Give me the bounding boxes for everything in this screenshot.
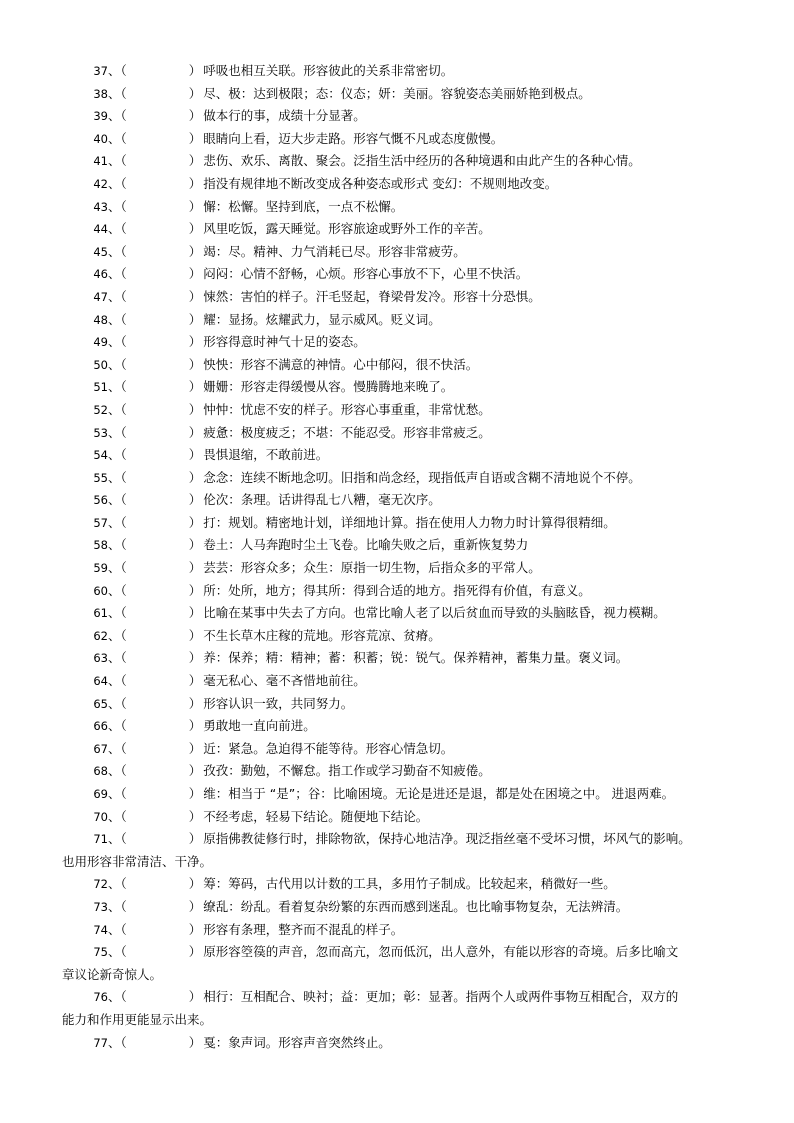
question-item	[62, 444, 748, 467]
question-number: 59	[93, 561, 108, 576]
closing-paren: ）	[188, 695, 202, 711]
closing-paren: ）	[188, 627, 202, 643]
closing-paren: ）	[188, 989, 202, 1005]
question-item	[62, 399, 748, 422]
closing-paren: ）	[188, 650, 202, 666]
number-separator: 、（	[108, 311, 127, 327]
closing-paren: ）	[188, 334, 202, 350]
question-item	[62, 196, 748, 219]
closing-paren: ）	[188, 288, 202, 304]
number-separator: 、（	[108, 85, 127, 101]
question-number: 47	[93, 289, 108, 304]
number-separator: 、（	[108, 266, 127, 282]
definition-text: 形容有条理，整齐而不混乱的样子。	[203, 921, 404, 937]
definition-text: 勇敢地一直向前进。	[203, 718, 316, 734]
closing-paren: ）	[188, 673, 202, 689]
question-item	[62, 738, 748, 761]
closing-paren: ）	[188, 221, 202, 237]
question-item	[62, 873, 748, 896]
question-item	[62, 241, 748, 264]
question-item	[62, 354, 748, 377]
question-number: 40	[93, 131, 108, 146]
definition-text: 所：处所，地方；得其所：得到合适的地方。指死得有价值，有意义。	[203, 582, 591, 598]
question-number: 69	[93, 787, 108, 801]
number-separator: 、（	[108, 356, 127, 372]
definition-text: 竭：尽。精神、力气消耗已尽。形容非常疲劳。	[203, 243, 466, 259]
number-separator: 、（	[108, 695, 127, 711]
closing-paren: ）	[188, 582, 202, 598]
closing-paren: ）	[188, 356, 202, 372]
definition-text: 悲伤、欢乐、离散、聚会。泛指生活中经历的各种境遇和由此产生的各种心情。	[203, 153, 641, 169]
question-number: 77	[93, 1035, 108, 1050]
question-item	[62, 806, 748, 829]
number-separator: 、（	[108, 447, 127, 463]
question-number: 42	[93, 176, 108, 191]
number-separator: 、（	[108, 582, 127, 598]
document-body	[62, 60, 748, 1054]
question-number: 41	[93, 154, 108, 169]
number-separator: 、（	[108, 130, 127, 146]
number-separator: 、（	[108, 221, 127, 237]
question-number: 62	[93, 628, 108, 643]
definition-text: 悚然：害怕的样子。汗毛竖起，脊梁骨发冷。形容十分恐惧。	[203, 288, 541, 304]
question-number: 64	[93, 674, 108, 689]
question-number: 75	[93, 945, 108, 960]
definition-text: 念念：连续不断地念叨。旧指和尚念经，现指低声自语或含糊不清地说个不停。	[203, 469, 641, 485]
number-separator: 、（	[108, 469, 127, 485]
question-number: 44	[93, 222, 108, 237]
question-item	[62, 263, 748, 286]
question-item	[62, 467, 748, 490]
definition-text: 原指佛教徒修行时，排除物欲，保持心地洁净。现泛指丝毫不受坏习惯，坏风气的影响。	[203, 831, 691, 847]
number-separator: 、（	[108, 898, 127, 914]
definition-text: 毫无私心、毫不吝惜地前往。	[203, 673, 366, 689]
definition-text: 维：相当于 “是”；谷：比喻困境。无论是进还是退，都是处在困境之中。 进退两难。	[203, 786, 675, 801]
question-number: 43	[93, 199, 108, 214]
closing-paren: ）	[188, 876, 202, 892]
question-item	[62, 1032, 748, 1055]
closing-paren: ）	[188, 85, 202, 101]
number-separator: 、（	[108, 605, 127, 621]
number-separator: 、（	[108, 989, 127, 1005]
closing-paren: ）	[188, 379, 202, 395]
definition-continuation: 章议论新奇惊人。	[62, 966, 163, 982]
closing-paren: ）	[188, 537, 202, 553]
closing-paren: ）	[188, 175, 202, 191]
question-item	[62, 105, 748, 128]
closing-paren: ）	[188, 63, 202, 78]
question-item	[62, 693, 748, 716]
question-number: 51	[93, 380, 108, 395]
definition-text: 懈：松懈。坚持到底，一点不松懈。	[203, 198, 404, 214]
definition-text: 缭乱：纷乱。看着复杂纷繁的东西而感到迷乱。也比喻事物复杂，无法辨清。	[203, 898, 629, 914]
number-separator: 、（	[108, 718, 127, 734]
definition-text: 相行：互相配合、映衬；益：更加；彰：显著。指两个人或两件事物互相配合，双方的	[203, 989, 679, 1005]
definition-text: 伦次：条理。话讲得乱七八糟，毫无次序。	[203, 492, 441, 508]
question-number: 38	[93, 86, 108, 101]
question-number: 68	[93, 764, 108, 779]
number-separator: 、（	[108, 808, 127, 824]
closing-paren: ）	[188, 763, 202, 779]
closing-paren: ）	[188, 401, 202, 417]
definition-text: 比喻在某事中失去了方向。也常比喻人老了以后贫血而导致的头脑眩昏，视力模糊。	[203, 605, 666, 621]
number-separator: 、（	[108, 876, 127, 892]
number-separator: 、（	[108, 243, 127, 259]
number-separator: 、（	[108, 401, 127, 417]
closing-paren: ）	[188, 718, 202, 734]
closing-paren: ）	[188, 921, 202, 937]
question-item	[62, 557, 748, 580]
question-number: 61	[93, 606, 108, 621]
question-number: 52	[93, 402, 108, 417]
question-item	[62, 422, 748, 445]
question-number: 60	[93, 583, 108, 598]
closing-paren: ）	[188, 831, 202, 847]
closing-paren: ）	[188, 424, 202, 440]
closing-paren: ）	[188, 130, 202, 146]
definition-text: 不经考虑，轻易下结论。随便地下结论。	[203, 808, 429, 824]
question-item	[62, 83, 748, 106]
question-number: 50	[93, 357, 108, 372]
question-item	[62, 534, 748, 557]
closing-paren: ）	[188, 898, 202, 914]
definition-text: 孜孜：勤勉，不懈怠。指工作或学习勤奋不知疲倦。	[203, 763, 491, 779]
closing-paren: ）	[188, 1034, 202, 1050]
number-separator: 、（	[108, 537, 127, 553]
number-separator: 、（	[108, 786, 127, 801]
definition-text: 指没有规律地不断改变成各种姿态或形式 变幻：不规则地改变。	[203, 175, 558, 191]
question-item	[62, 580, 748, 603]
number-separator: 、（	[108, 288, 127, 304]
question-number: 55	[93, 470, 108, 485]
closing-paren: ）	[188, 605, 202, 621]
question-number: 58	[93, 538, 108, 553]
closing-paren: ）	[188, 786, 202, 801]
question-number: 37	[93, 64, 108, 78]
question-number: 71	[93, 832, 108, 847]
closing-paren: ）	[188, 469, 202, 485]
question-number: 74	[93, 922, 108, 937]
question-number: 56	[93, 493, 108, 508]
question-item	[62, 489, 748, 512]
question-item	[62, 760, 748, 783]
definition-text: 姗姗：形容走得缓慢从容。慢腾腾地来晚了。	[203, 379, 454, 395]
closing-paren: ）	[188, 740, 202, 756]
number-separator: 、（	[108, 492, 127, 508]
number-separator: 、（	[108, 153, 127, 169]
question-item	[62, 173, 748, 196]
definition-continuation: 能力和作用更能显示出来。	[62, 1011, 213, 1027]
closing-paren: ）	[188, 243, 202, 259]
question-number: 57	[93, 515, 108, 530]
definition-text: 眼睛向上看，迈大步走路。形容气慨不凡或态度傲慢。	[203, 130, 504, 146]
definition-text: 怏怏：形容不满意的神情。心中郁闷，很不快活。	[203, 356, 479, 372]
number-separator: 、（	[108, 944, 127, 960]
definition-text: 芸芸：形容众多；众生：原指一切生物，后指众多的平常人。	[203, 560, 541, 576]
number-separator: 、（	[108, 514, 127, 530]
question-item	[62, 647, 748, 670]
closing-paren: ）	[188, 492, 202, 508]
closing-paren: ）	[188, 808, 202, 824]
closing-paren: ）	[188, 108, 202, 124]
question-item	[62, 602, 748, 625]
definition-text: 疲惫：极度疲乏；不堪：不能忍受。形容非常疲乏。	[203, 424, 491, 440]
question-item	[62, 60, 748, 83]
definition-text: 耀：显扬。炫耀武力，显示威风。贬义词。	[203, 311, 441, 327]
definition-text: 做本行的事，成绩十分显著。	[203, 108, 366, 124]
question-item	[62, 150, 748, 173]
question-item	[62, 986, 748, 1009]
definition-text: 打：规划。精密地计划，详细地计算。指在使用人力物力时计算得很精细。	[203, 514, 616, 530]
question-number: 65	[93, 696, 108, 711]
number-separator: 、（	[108, 673, 127, 689]
closing-paren: ）	[188, 198, 202, 214]
definition-text: 畏惧退缩，不敢前进。	[203, 447, 329, 463]
number-separator: 、（	[108, 650, 127, 666]
definition-text: 筹：筹码，古代用以计数的工具，多用竹子制成。比较起来，稍微好一些。	[203, 876, 616, 892]
question-number: 76	[93, 990, 108, 1005]
number-separator: 、（	[108, 740, 127, 756]
definition-text: 原形容箜篌的声音，忽而高亢，忽而低沉，出人意外，有能以形容的奇境。后多比喻文	[203, 944, 679, 960]
question-number: 48	[93, 312, 108, 327]
closing-paren: ）	[188, 447, 202, 463]
question-number: 45	[93, 244, 108, 259]
closing-paren: ）	[188, 311, 202, 327]
definition-text: 呼吸也相互关联。形容彼此的关系非常密切。	[203, 63, 454, 78]
question-item	[62, 309, 748, 332]
question-item	[62, 919, 748, 942]
number-separator: 、（	[108, 334, 127, 350]
question-item	[62, 670, 748, 693]
definition-text: 风里吃饭，露天睡觉。形容旅途或野外工作的辛苦。	[203, 221, 491, 237]
question-item	[62, 941, 748, 964]
definition-text: 卷土：人马奔跑时尘土飞卷。比喻失败之后，重新恢复势力	[203, 537, 529, 553]
definition-text: 忡忡：忧虑不安的样子。形容心事重重，非常忧愁。	[203, 401, 491, 417]
definition-text: 尽、极：达到极限；态：仪态；妍：美丽。容貌姿态美丽娇艳到极点。	[203, 85, 591, 101]
question-item	[62, 218, 748, 241]
closing-paren: ）	[188, 514, 202, 530]
question-number: 66	[93, 719, 108, 734]
question-number: 46	[93, 267, 108, 282]
question-item	[62, 286, 748, 309]
number-separator: 、（	[108, 560, 127, 576]
question-number: 54	[93, 448, 108, 463]
number-separator: 、（	[108, 63, 127, 78]
question-number: 53	[93, 425, 108, 440]
question-item	[62, 783, 748, 806]
definition-text: 近：紧急。急迫得不能等待。形容心情急切。	[203, 740, 454, 756]
question-item	[62, 896, 748, 919]
number-separator: 、（	[108, 108, 127, 124]
number-separator: 、（	[108, 763, 127, 779]
question-item	[62, 625, 748, 648]
number-separator: 、（	[108, 424, 127, 440]
number-separator: 、（	[108, 175, 127, 191]
definition-continuation: 也用形容非常清洁、干净。	[62, 853, 213, 869]
closing-paren: ）	[188, 944, 202, 960]
question-item	[62, 376, 748, 399]
closing-paren: ）	[188, 266, 202, 282]
question-number: 67	[93, 741, 108, 756]
number-separator: 、（	[108, 379, 127, 395]
number-separator: 、（	[108, 1034, 127, 1050]
question-number: 39	[93, 109, 108, 124]
definition-text: 形容认识一致，共同努力。	[203, 695, 354, 711]
definition-text: 不生长草木庄稼的荒地。形容荒凉、贫瘠。	[203, 627, 441, 643]
definition-text: 形容得意时神气十足的姿态。	[203, 334, 366, 350]
question-number: 73	[93, 899, 108, 914]
closing-paren: ）	[188, 560, 202, 576]
question-item	[62, 128, 748, 151]
question-number: 72	[93, 877, 108, 892]
definition-text: 戛：象声词。形容声音突然终止。	[203, 1034, 391, 1050]
question-number: 49	[93, 335, 108, 350]
question-item	[62, 331, 748, 354]
number-separator: 、（	[108, 198, 127, 214]
definition-text: 养：保养；精：精神；蓄：积蓄；锐：锐气。保养精神，蓄集力量。褒义词。	[203, 650, 629, 666]
number-separator: 、（	[108, 627, 127, 643]
question-item	[62, 512, 748, 535]
question-item	[62, 715, 748, 738]
question-number: 70	[93, 809, 108, 824]
question-item	[62, 828, 748, 851]
number-separator: 、（	[108, 831, 127, 847]
question-number: 63	[93, 651, 108, 666]
closing-paren: ）	[188, 153, 202, 169]
definition-text: 闷闷：心情不舒畅，心烦。形容心事放不下，心里不快活。	[203, 266, 529, 282]
number-separator: 、（	[108, 921, 127, 937]
